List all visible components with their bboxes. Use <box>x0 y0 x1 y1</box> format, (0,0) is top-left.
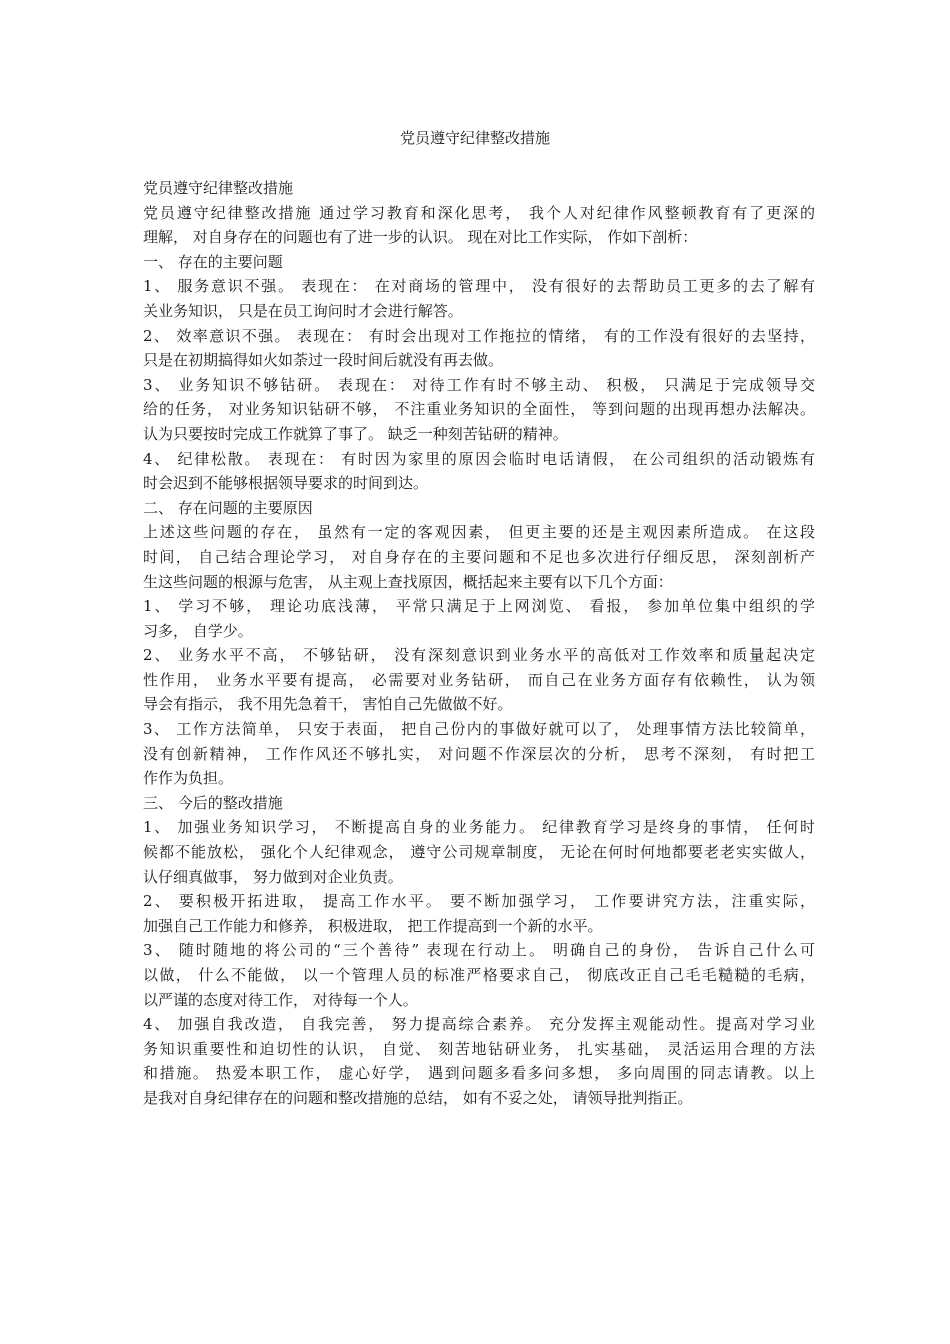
body-text-line: 4、 加强自我改造， 自我完善， 努力提高综合素养。 充分发挥主观能动性。提高对学习业 <box>143 1015 815 1034</box>
body-text-line: 2、 效率意识不强。 表现在： 有时会出现对工作拖拉的情绪， 有的工作没有很好的去坚持， <box>143 326 815 345</box>
body-text-line: 认仔细真做事， 努力做到对企业负责。 <box>143 867 403 886</box>
body-text-line: 2、 要积极开拓进取， 提高工作水平。 要不断加强学习， 工作要讲究方法，注重实际， <box>143 892 815 911</box>
body-text-line: 1、 学习不够， 理论功底浅薄， 平常只满足于上网浏览、 看报， 参加单位集中组织的学 <box>143 597 815 616</box>
body-text-line: 3、 随时随地的将公司的“三个善待” 表现在行动上。 明确自己的身份， 告诉自己什么可 <box>143 941 815 960</box>
body-text-line: 性作用， 业务水平要有提高， 必需要对业务钻研， 而自己在业务方面存有依赖性， 认为领 <box>143 670 815 689</box>
body-text-line: 给的任务， 对业务知识钻研不够， 不注重业务知识的全面性， 等到问题的出现再想办法解决。 <box>143 400 815 419</box>
body-text-line: 一、 存在的主要问题 <box>143 252 283 271</box>
body-text-line: 和措施。 热爱本职工作， 虚心好学， 遇到问题多看多问多想， 多向周围的同志请教。以上 <box>143 1064 815 1083</box>
body-text-line: 时间， 自己结合理论学习， 对自身存在的主要问题和不足也多次进行仔细反思， 深刻剖析产 <box>143 547 815 566</box>
body-text-line: 导会有指示， 我不用先急着干， 害怕自己先做做不好。 <box>143 695 513 714</box>
body-text-line: 只是在初期搞得如火如荼过一段时间后就没有再去做。 <box>143 351 504 370</box>
body-text-line: 习多， 自学少。 <box>143 621 253 640</box>
body-text-line: 没有创新精神， 工作作风还不够扎实， 对问题不作深层次的分析， 思考不深刻， 有时把工 <box>143 744 815 763</box>
body-text-line: 以做， 什么不能做， 以一个管理人员的标准严格要求自己， 彻底改正自己毛毛糙糙的毛病， <box>143 966 815 984</box>
body-text-line: 2、 业务水平不高， 不够钻研， 没有深刻意识到业务水平的高低对工作效率和质量起决定 <box>143 646 815 665</box>
body-text-line: 认为只要按时完成工作就算了事了。 缺乏一种刻苦钻研的精神。 <box>143 424 568 443</box>
body-text-line: 作作为负担。 <box>143 769 234 788</box>
body-text-line: 生这些问题的根源与危害， 从主观上查找原因，概括起来主要有以下几个方面： <box>143 572 673 591</box>
body-text-line: 党员遵守纪律整改措施 <box>143 179 294 197</box>
body-text-line: 理解， 对自身存在的问题也有了进一步的认识。 现在对比工作实际， 作如下剖析： <box>143 228 698 247</box>
body-text-line: 4、 纪律松散。 表现在： 有时因为家里的原因会临时电话请假， 在公司组织的活动锻炼有 <box>143 449 815 468</box>
body-text-line: 加强自己工作能力和修养， 积极进取， 把工作提高到一个新的水平。 <box>143 916 603 935</box>
body-text-line: 三、 今后的整改措施 <box>143 793 283 812</box>
body-text-line: 是我对自身纪律存在的问题和整改措施的总结， 如有不妥之处， 请领导批判指正。 <box>143 1088 693 1107</box>
body-text-line: 党员遵守纪律整改措施 通过学习教育和深化思考， 我个人对纪律作风整顿教育有了更深的 <box>143 203 815 222</box>
body-text-line: 1、 加强业务知识学习， 不断提高自身的业务能力。 纪律教育学习是终身的事情， 任何时 <box>143 818 815 837</box>
document-body <box>143 176 815 1111</box>
body-text-line: 关业务知识， 只是在员工询问时才会进行解答。 <box>143 301 463 320</box>
body-text-line: 以严谨的态度对待工作， 对待每一个人。 <box>143 990 418 1009</box>
body-text-line: 上述这些问题的存在， 虽然有一定的客观因素， 但更主要的还是主观因素所造成。 在这段 <box>143 523 815 542</box>
body-text-line: 二、 存在问题的主要原因 <box>143 498 313 517</box>
document-title: 党员遵守纪律整改措施 <box>399 129 550 147</box>
body-text-line: 时会迟到不能够根据领导要求的时间到达。 <box>143 474 429 493</box>
body-text-line: 务知识重要性和迫切性的认识， 自觉、 刻苦地钻研业务， 扎实基础， 灵活运用合理的方法 <box>143 1039 815 1058</box>
body-text-line: 1、 服务意识不强。 表现在： 在对商场的管理中， 没有很好的去帮助员工更多的去了解有 <box>143 277 815 296</box>
body-text-line: 3、 工作方法简单， 只安于表面， 把自己份内的事做好就可以了， 处理事情方法比较简单， <box>143 720 815 739</box>
body-text-line: 3、 业务知识不够钻研。 表现在： 对待工作有时不够主动、 积极， 只满足于完成领导交 <box>143 375 815 394</box>
body-text-line: 候都不能放松， 强化个人纪律观念， 遵守公司规章制度， 无论在何时何地都要老老实实做人， <box>143 843 815 862</box>
